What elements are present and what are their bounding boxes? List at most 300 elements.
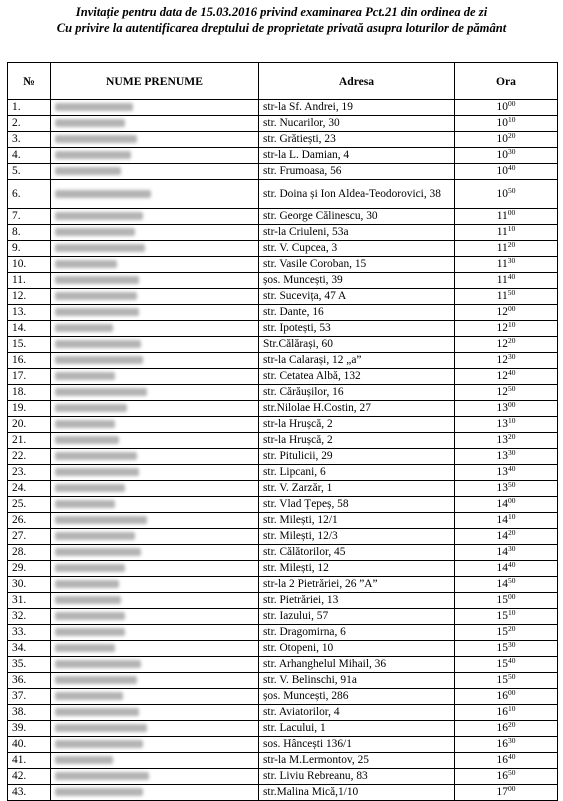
time-hour: 15 xyxy=(496,594,508,606)
redacted-name xyxy=(55,135,137,143)
address-cell: șos. Muncești, 39 xyxy=(259,273,455,289)
time-minutes: 10 xyxy=(507,704,516,713)
time-cell xyxy=(455,769,558,785)
address-cell: str. Dragomirna, 6 xyxy=(259,625,455,641)
table-row xyxy=(8,481,558,497)
table-row xyxy=(8,641,558,657)
redacted-name-cell xyxy=(51,305,259,321)
table-row xyxy=(8,401,558,417)
row-number: 40. xyxy=(8,737,51,753)
redacted-name xyxy=(55,500,115,508)
redacted-name xyxy=(55,580,119,588)
redacted-name-cell xyxy=(51,180,259,209)
redacted-name-cell xyxy=(51,705,259,721)
row-number: 33. xyxy=(8,625,51,641)
row-number: 6. xyxy=(8,180,51,209)
address-cell: str.Nilolae H.Costin, 27 xyxy=(259,401,455,417)
row-number: 4. xyxy=(8,148,51,164)
time-hour: 16 xyxy=(496,754,508,766)
table-row xyxy=(8,433,558,449)
time-cell xyxy=(455,148,558,164)
time-hour: 13 xyxy=(496,466,508,478)
time-minutes: 50 xyxy=(507,672,516,681)
row-number: 23. xyxy=(8,465,51,481)
redacted-name-cell xyxy=(51,385,259,401)
row-number: 2. xyxy=(8,116,51,132)
address-cell: str-la L. Damian, 4 xyxy=(259,148,455,164)
time-hour: 14 xyxy=(496,562,508,574)
table-row xyxy=(8,305,558,321)
address-cell: str. Liviu Rebreanu, 83 xyxy=(259,769,455,785)
time-hour: 14 xyxy=(496,578,508,590)
time-cell xyxy=(455,737,558,753)
address-cell: str. Pietrăriei, 13 xyxy=(259,593,455,609)
time-hour: 16 xyxy=(496,706,508,718)
table-row xyxy=(8,321,558,337)
redacted-name xyxy=(55,692,123,700)
row-number: 15. xyxy=(8,337,51,353)
address-cell: str. Otopeni, 10 xyxy=(259,641,455,657)
table-row xyxy=(8,209,558,225)
table-body xyxy=(8,100,558,801)
address-cell: str. Vasile Coroban, 15 xyxy=(259,257,455,273)
redacted-name-cell xyxy=(51,353,259,369)
row-number: 25. xyxy=(8,497,51,513)
time-cell xyxy=(455,705,558,721)
table-row xyxy=(8,657,558,673)
redacted-name-cell xyxy=(51,769,259,785)
redacted-name xyxy=(55,644,115,652)
time-hour: 13 xyxy=(496,434,508,446)
redacted-name-cell xyxy=(51,433,259,449)
table-row xyxy=(8,737,558,753)
table-row xyxy=(8,225,558,241)
address-cell: str. Călătorilor, 45 xyxy=(259,545,455,561)
table-row xyxy=(8,785,558,801)
time-minutes: 30 xyxy=(507,736,516,745)
redacted-name-cell xyxy=(51,593,259,609)
time-cell xyxy=(455,273,558,289)
redacted-name-cell xyxy=(51,116,259,132)
redacted-name xyxy=(55,356,143,364)
time-minutes: 20 xyxy=(507,528,516,537)
time-cell xyxy=(455,657,558,673)
row-number: 24. xyxy=(8,481,51,497)
time-cell xyxy=(455,116,558,132)
redacted-name-cell xyxy=(51,417,259,433)
redacted-name xyxy=(55,708,139,716)
row-number: 37. xyxy=(8,689,51,705)
time-cell xyxy=(455,753,558,769)
time-minutes: 30 xyxy=(507,448,516,457)
table-row xyxy=(8,609,558,625)
time-hour: 16 xyxy=(496,770,508,782)
redacted-name-cell xyxy=(51,529,259,545)
time-minutes: 50 xyxy=(507,185,516,195)
time-cell xyxy=(455,180,558,209)
time-cell xyxy=(455,337,558,353)
redacted-name xyxy=(55,388,147,396)
address-cell: str. Cetatea Albă, 132 xyxy=(259,369,455,385)
redacted-name xyxy=(55,628,125,636)
address-cell: str. Pitulicii, 29 xyxy=(259,449,455,465)
redacted-name-cell xyxy=(51,289,259,305)
redacted-name xyxy=(55,772,149,780)
column-header-nr: № xyxy=(8,63,51,100)
redacted-name xyxy=(55,564,125,572)
redacted-name-cell xyxy=(51,721,259,737)
time-minutes: 50 xyxy=(507,384,516,393)
time-hour: 17 xyxy=(496,786,508,798)
time-minutes: 00 xyxy=(507,688,516,697)
table-row xyxy=(8,180,558,209)
table-row xyxy=(8,753,558,769)
table-row xyxy=(8,449,558,465)
redacted-name-cell xyxy=(51,785,259,801)
address-cell: str. Arhanghelul Mihail, 36 xyxy=(259,657,455,673)
time-minutes: 30 xyxy=(507,640,516,649)
time-hour: 10 xyxy=(496,165,508,177)
time-hour: 12 xyxy=(496,386,508,398)
table-row xyxy=(8,545,558,561)
row-number: 29. xyxy=(8,561,51,577)
table-row xyxy=(8,289,558,305)
table-row xyxy=(8,353,558,369)
redacted-name xyxy=(55,212,143,220)
address-cell: str-la Hrușcă, 2 xyxy=(259,433,455,449)
invitation-table xyxy=(7,62,558,801)
redacted-name-cell xyxy=(51,689,259,705)
row-number: 32. xyxy=(8,609,51,625)
time-cell xyxy=(455,132,558,148)
time-hour: 11 xyxy=(496,290,508,302)
time-hour: 10 xyxy=(496,133,508,145)
time-minutes: 00 xyxy=(507,496,516,505)
time-cell xyxy=(455,209,558,225)
redacted-name xyxy=(55,260,117,268)
table-row xyxy=(8,100,558,116)
time-minutes: 40 xyxy=(507,272,516,281)
time-hour: 10 xyxy=(496,149,508,161)
time-cell xyxy=(455,289,558,305)
address-cell: str.Malina Mică,1/10 xyxy=(259,785,455,801)
redacted-name-cell xyxy=(51,625,259,641)
redacted-name xyxy=(55,516,147,524)
row-number: 43. xyxy=(8,785,51,801)
redacted-name-cell xyxy=(51,401,259,417)
row-number: 11. xyxy=(8,273,51,289)
address-cell: str. Lacului, 1 xyxy=(259,721,455,737)
time-hour: 16 xyxy=(496,738,508,750)
time-hour: 16 xyxy=(496,690,508,702)
redacted-name-cell xyxy=(51,577,259,593)
time-minutes: 50 xyxy=(507,576,516,585)
time-cell xyxy=(455,721,558,737)
time-minutes: 00 xyxy=(507,304,516,313)
row-number: 27. xyxy=(8,529,51,545)
redacted-name-cell xyxy=(51,321,259,337)
redacted-name-cell xyxy=(51,657,259,673)
time-cell xyxy=(455,385,558,401)
table-row xyxy=(8,673,558,689)
table-row xyxy=(8,337,558,353)
table-row xyxy=(8,417,558,433)
time-hour: 15 xyxy=(496,626,508,638)
row-number: 22. xyxy=(8,449,51,465)
redacted-name-cell xyxy=(51,148,259,164)
redacted-name xyxy=(55,119,125,127)
address-cell: str. Milești, 12 xyxy=(259,561,455,577)
row-number: 18. xyxy=(8,385,51,401)
table-row xyxy=(8,465,558,481)
time-hour: 15 xyxy=(496,674,508,686)
time-hour: 12 xyxy=(496,370,508,382)
time-cell xyxy=(455,673,558,689)
time-cell xyxy=(455,593,558,609)
row-number: 17. xyxy=(8,369,51,385)
row-number: 21. xyxy=(8,433,51,449)
time-cell xyxy=(455,609,558,625)
row-number: 39. xyxy=(8,721,51,737)
table-row xyxy=(8,257,558,273)
redacted-name xyxy=(55,420,115,428)
redacted-name xyxy=(55,244,145,252)
time-cell xyxy=(455,481,558,497)
row-number: 38. xyxy=(8,705,51,721)
redacted-name-cell xyxy=(51,737,259,753)
time-cell xyxy=(455,497,558,513)
time-cell xyxy=(455,513,558,529)
table-row xyxy=(8,116,558,132)
time-hour: 15 xyxy=(496,642,508,654)
redacted-name xyxy=(55,548,141,556)
table-row xyxy=(8,689,558,705)
redacted-name-cell xyxy=(51,465,259,481)
time-minutes: 10 xyxy=(507,320,516,329)
redacted-name xyxy=(55,276,139,284)
row-number: 28. xyxy=(8,545,51,561)
time-cell xyxy=(455,241,558,257)
redacted-name xyxy=(55,103,133,111)
redacted-name xyxy=(55,151,131,159)
address-cell: str. V. Cupcea, 3 xyxy=(259,241,455,257)
address-cell: str-la M.Lermontov, 25 xyxy=(259,753,455,769)
redacted-name xyxy=(55,788,143,796)
time-hour: 11 xyxy=(496,210,508,222)
redacted-name xyxy=(55,436,119,444)
time-cell xyxy=(455,545,558,561)
time-hour: 14 xyxy=(496,514,508,526)
time-hour: 13 xyxy=(496,418,508,430)
time-cell xyxy=(455,465,558,481)
time-cell xyxy=(455,305,558,321)
table-row xyxy=(8,385,558,401)
redacted-name xyxy=(55,612,125,620)
table-row xyxy=(8,273,558,289)
row-number: 16. xyxy=(8,353,51,369)
time-cell xyxy=(455,369,558,385)
time-hour: 14 xyxy=(496,546,508,558)
time-hour: 12 xyxy=(496,338,508,350)
address-cell: str. Iazului, 57 xyxy=(259,609,455,625)
redacted-name-cell xyxy=(51,481,259,497)
address-cell: str. Lipcani, 6 xyxy=(259,465,455,481)
redacted-name-cell xyxy=(51,337,259,353)
time-cell xyxy=(455,529,558,545)
row-number: 14. xyxy=(8,321,51,337)
time-hour: 14 xyxy=(496,530,508,542)
redacted-name xyxy=(55,452,137,460)
redacted-name xyxy=(55,404,127,412)
time-minutes: 40 xyxy=(507,163,516,172)
table-row xyxy=(8,164,558,180)
table-row xyxy=(8,593,558,609)
table-row xyxy=(8,497,558,513)
time-minutes: 50 xyxy=(507,768,516,777)
table-row xyxy=(8,369,558,385)
redacted-name xyxy=(55,740,143,748)
time-cell xyxy=(455,164,558,180)
time-minutes: 10 xyxy=(507,416,516,425)
time-cell xyxy=(455,257,558,273)
time-cell xyxy=(455,625,558,641)
row-number: 10. xyxy=(8,257,51,273)
time-hour: 12 xyxy=(496,306,508,318)
time-minutes: 00 xyxy=(507,99,516,108)
time-minutes: 40 xyxy=(507,560,516,569)
address-cell: str. George Călinescu, 30 xyxy=(259,209,455,225)
time-minutes: 20 xyxy=(507,336,516,345)
time-cell xyxy=(455,785,558,801)
address-cell: șos. Muncești, 286 xyxy=(259,689,455,705)
time-minutes: 00 xyxy=(507,784,516,793)
row-number: 3. xyxy=(8,132,51,148)
redacted-name-cell xyxy=(51,241,259,257)
address-cell: str. Aviatorilor, 4 xyxy=(259,705,455,721)
row-number: 12. xyxy=(8,289,51,305)
redacted-name-cell xyxy=(51,609,259,625)
address-cell: str. Cărăușilor, 16 xyxy=(259,385,455,401)
time-hour: 13 xyxy=(496,482,508,494)
redacted-name-cell xyxy=(51,449,259,465)
address-cell: str-la Criuleni, 53a xyxy=(259,225,455,241)
table-row xyxy=(8,625,558,641)
time-minutes: 00 xyxy=(507,208,516,217)
time-minutes: 10 xyxy=(507,115,516,124)
time-minutes: 10 xyxy=(507,224,516,233)
row-number: 19. xyxy=(8,401,51,417)
row-number: 41. xyxy=(8,753,51,769)
redacted-name-cell xyxy=(51,673,259,689)
address-cell: str. Ipotești, 53 xyxy=(259,321,455,337)
time-minutes: 00 xyxy=(507,400,516,409)
row-number: 1. xyxy=(8,100,51,116)
redacted-name xyxy=(55,468,139,476)
row-number: 9. xyxy=(8,241,51,257)
table-row xyxy=(8,241,558,257)
address-cell: str. Sucevița, 47 A xyxy=(259,289,455,305)
table-row xyxy=(8,577,558,593)
time-cell xyxy=(455,321,558,337)
time-cell xyxy=(455,225,558,241)
redacted-name xyxy=(55,308,139,316)
time-minutes: 40 xyxy=(507,368,516,377)
redacted-name-cell xyxy=(51,497,259,513)
address-cell: str. V. Zarzăr, 1 xyxy=(259,481,455,497)
time-minutes: 30 xyxy=(507,544,516,553)
table-row xyxy=(8,769,558,785)
time-hour: 11 xyxy=(496,258,508,270)
row-number: 34. xyxy=(8,641,51,657)
row-number: 30. xyxy=(8,577,51,593)
document-header xyxy=(0,4,563,36)
address-cell: str. Dante, 16 xyxy=(259,305,455,321)
header-line-2: Cu privire la autentificarea dreptului de proprietate privată asupra loturilor de pământ xyxy=(56,21,507,35)
time-hour: 16 xyxy=(496,722,508,734)
redacted-name-cell xyxy=(51,273,259,289)
redacted-name xyxy=(55,532,135,540)
time-cell xyxy=(455,353,558,369)
redacted-name xyxy=(55,372,115,380)
address-cell: str. Grătiești, 23 xyxy=(259,132,455,148)
row-number: 20. xyxy=(8,417,51,433)
redacted-name-cell xyxy=(51,164,259,180)
redacted-name xyxy=(55,324,113,332)
redacted-name-cell xyxy=(51,561,259,577)
time-hour: 10 xyxy=(496,101,508,113)
time-cell xyxy=(455,641,558,657)
redacted-name-cell xyxy=(51,257,259,273)
redacted-name xyxy=(55,484,125,492)
row-number: 36. xyxy=(8,673,51,689)
redacted-name-cell xyxy=(51,641,259,657)
address-cell: str. Nucarilor, 30 xyxy=(259,116,455,132)
time-hour: 14 xyxy=(496,498,508,510)
address-cell: str. Vlad Țepeș, 58 xyxy=(259,497,455,513)
row-number: 31. xyxy=(8,593,51,609)
time-minutes: 40 xyxy=(507,752,516,761)
table-row xyxy=(8,721,558,737)
row-number: 5. xyxy=(8,164,51,180)
time-minutes: 50 xyxy=(507,480,516,489)
time-hour: 15 xyxy=(496,610,508,622)
header-line-1: Invitație pentru data de 15.03.2016 privind examinarea Pct.21 din ordinea de zi xyxy=(75,5,488,19)
table-header-row xyxy=(8,63,558,100)
redacted-name-cell xyxy=(51,753,259,769)
time-hour: 13 xyxy=(496,402,508,414)
time-minutes: 20 xyxy=(507,131,516,140)
address-cell: str-la Calarași, 12 „a” xyxy=(259,353,455,369)
redacted-name-cell xyxy=(51,545,259,561)
time-minutes: 40 xyxy=(507,464,516,473)
column-header-time: Ora xyxy=(455,63,558,100)
row-number: 26. xyxy=(8,513,51,529)
time-hour: 10 xyxy=(496,117,508,129)
address-cell: Str.Călărași, 60 xyxy=(259,337,455,353)
redacted-name xyxy=(55,596,121,604)
time-minutes: 30 xyxy=(507,147,516,156)
redacted-name-cell xyxy=(51,209,259,225)
redacted-name xyxy=(55,292,137,300)
address-cell: sos. Hâncești 136/1 xyxy=(259,737,455,753)
time-minutes: 10 xyxy=(507,512,516,521)
row-number: 8. xyxy=(8,225,51,241)
redacted-name-cell xyxy=(51,369,259,385)
time-hour: 10 xyxy=(496,187,508,200)
time-cell xyxy=(455,433,558,449)
redacted-name xyxy=(55,724,147,732)
redacted-name xyxy=(55,676,137,684)
